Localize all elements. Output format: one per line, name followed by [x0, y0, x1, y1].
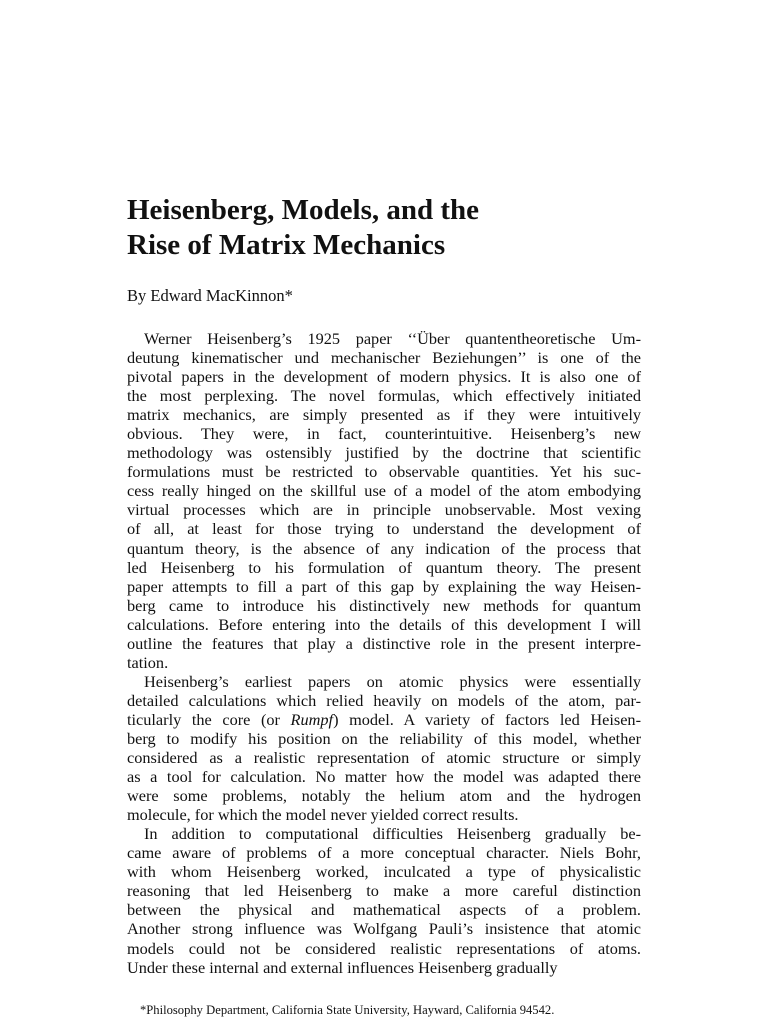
paragraph-1-line-15: berg came to introduce his distinctively new methods for quantum	[127, 595, 641, 615]
paragraph-1-line-3: pivotal papers in the development of modern physics. It is also one of	[127, 367, 641, 387]
paragraph-2-line-2: detailed calculations which relied heavily on models of the atom, par-	[127, 690, 641, 710]
article-title-line-2: Rise of Matrix Mechanics	[127, 229, 446, 261]
paragraph-2-line-5: considered as a realistic representation of atomic structure or simply	[127, 748, 641, 768]
paragraph-3-line-8: Under these internal and external influences Heisenberg gradually	[127, 957, 558, 977]
paragraph-1-line-2: deutung kinematischer und mechanischer Beziehungen’’ is one of the	[127, 348, 641, 368]
paragraph-1-line-7: methodology was ostensibly justified by the doctrine that scientific	[127, 443, 641, 463]
paragraph-2-line-1: Heisenberg’s earliest papers on atomic physics were essentially	[144, 671, 641, 691]
paragraph-3-line-7: models could not be considered realistic representations of atoms.	[127, 938, 641, 958]
paragraph-1-line-12: quantum theory, is the absence of any indication of the process that	[127, 538, 641, 558]
paragraph-1-line-17: outline the features that play a distinctive role in the present interpre-	[127, 633, 641, 653]
article-title	[127, 193, 647, 263]
author-affiliation-footnote: *Philosophy Department, California State University, Hayward, California 94542.	[140, 1003, 555, 1017]
paragraph-3-line-4: reasoning that led Heisenberg to make a more careful distinction	[127, 881, 641, 901]
paragraph-2-line-3: ticularly the core (or Rumpf) model. A variety of factors led Heisen-	[127, 709, 641, 729]
paragraph-1-line-10: virtual processes which are in principle unobservable. Most vexing	[127, 500, 641, 520]
paragraph-3-line-1: In addition to computational difficulties Heisenberg gradually be-	[144, 824, 641, 844]
paragraph-2-line-8: molecule, for which the model never yielded correct results.	[127, 805, 519, 825]
paragraph-1-line-16: calculations. Before entering into the details of this development I will	[127, 614, 641, 634]
italic-term-rumpf: Rumpf	[290, 709, 334, 729]
paragraph-1-line-5: matrix mechanics, are simply presented as if they were intuitively	[127, 405, 641, 425]
paragraph-1-line-18: tation.	[127, 652, 169, 672]
article-title-line-1: Heisenberg, Models, and the	[127, 194, 480, 226]
paragraph-3-line-6: Another strong influence was Wolfgang Pauli’s insistence that atomic	[127, 919, 641, 939]
article-body	[127, 329, 641, 977]
paragraph-1-line-1: Werner Heisenberg’s 1925 paper ‘‘Über quantentheoretische Um-	[144, 329, 641, 348]
author-byline: By Edward MacKinnon*	[127, 286, 293, 305]
paragraph-1-line-4: the most perplexing. The novel formulas, which effectively initiated	[127, 386, 641, 406]
paragraph-1-line-8: formulations must be restricted to observable quantities. Yet his suc-	[127, 462, 641, 482]
paragraph-1-line-9: cess really hinged on the skillful use of a model of the atom embodying	[127, 481, 641, 501]
paragraph-1-line-11: of all, at least for those trying to understand the development of	[127, 519, 641, 539]
paragraph-1-line-6: obvious. They were, in fact, counterintuitive. Heisenberg’s new	[127, 424, 641, 444]
paragraph-2-line-4: berg to modify his position on the reliability of this model, whether	[127, 728, 641, 748]
paragraph-1-line-14: paper attempts to fill a part of this gap by explaining the way Heisen-	[127, 576, 641, 596]
paragraph-3-line-3: with whom Heisenberg worked, inculcated a type of physicalistic	[127, 862, 641, 882]
paragraph-3-line-2: came aware of problems of a more conceptual character. Niels Bohr,	[127, 843, 641, 863]
paragraph-2-line-7: were some problems, notably the helium atom and the hydrogen	[127, 786, 641, 806]
paragraph-2-line-6: as a tool for calculation. No matter how the model was adapted there	[127, 767, 641, 787]
paragraph-3-line-5: between the physical and mathematical aspects of a problem.	[127, 900, 641, 920]
paragraph-1-line-13: led Heisenberg to his formulation of quantum theory. The present	[127, 557, 641, 577]
